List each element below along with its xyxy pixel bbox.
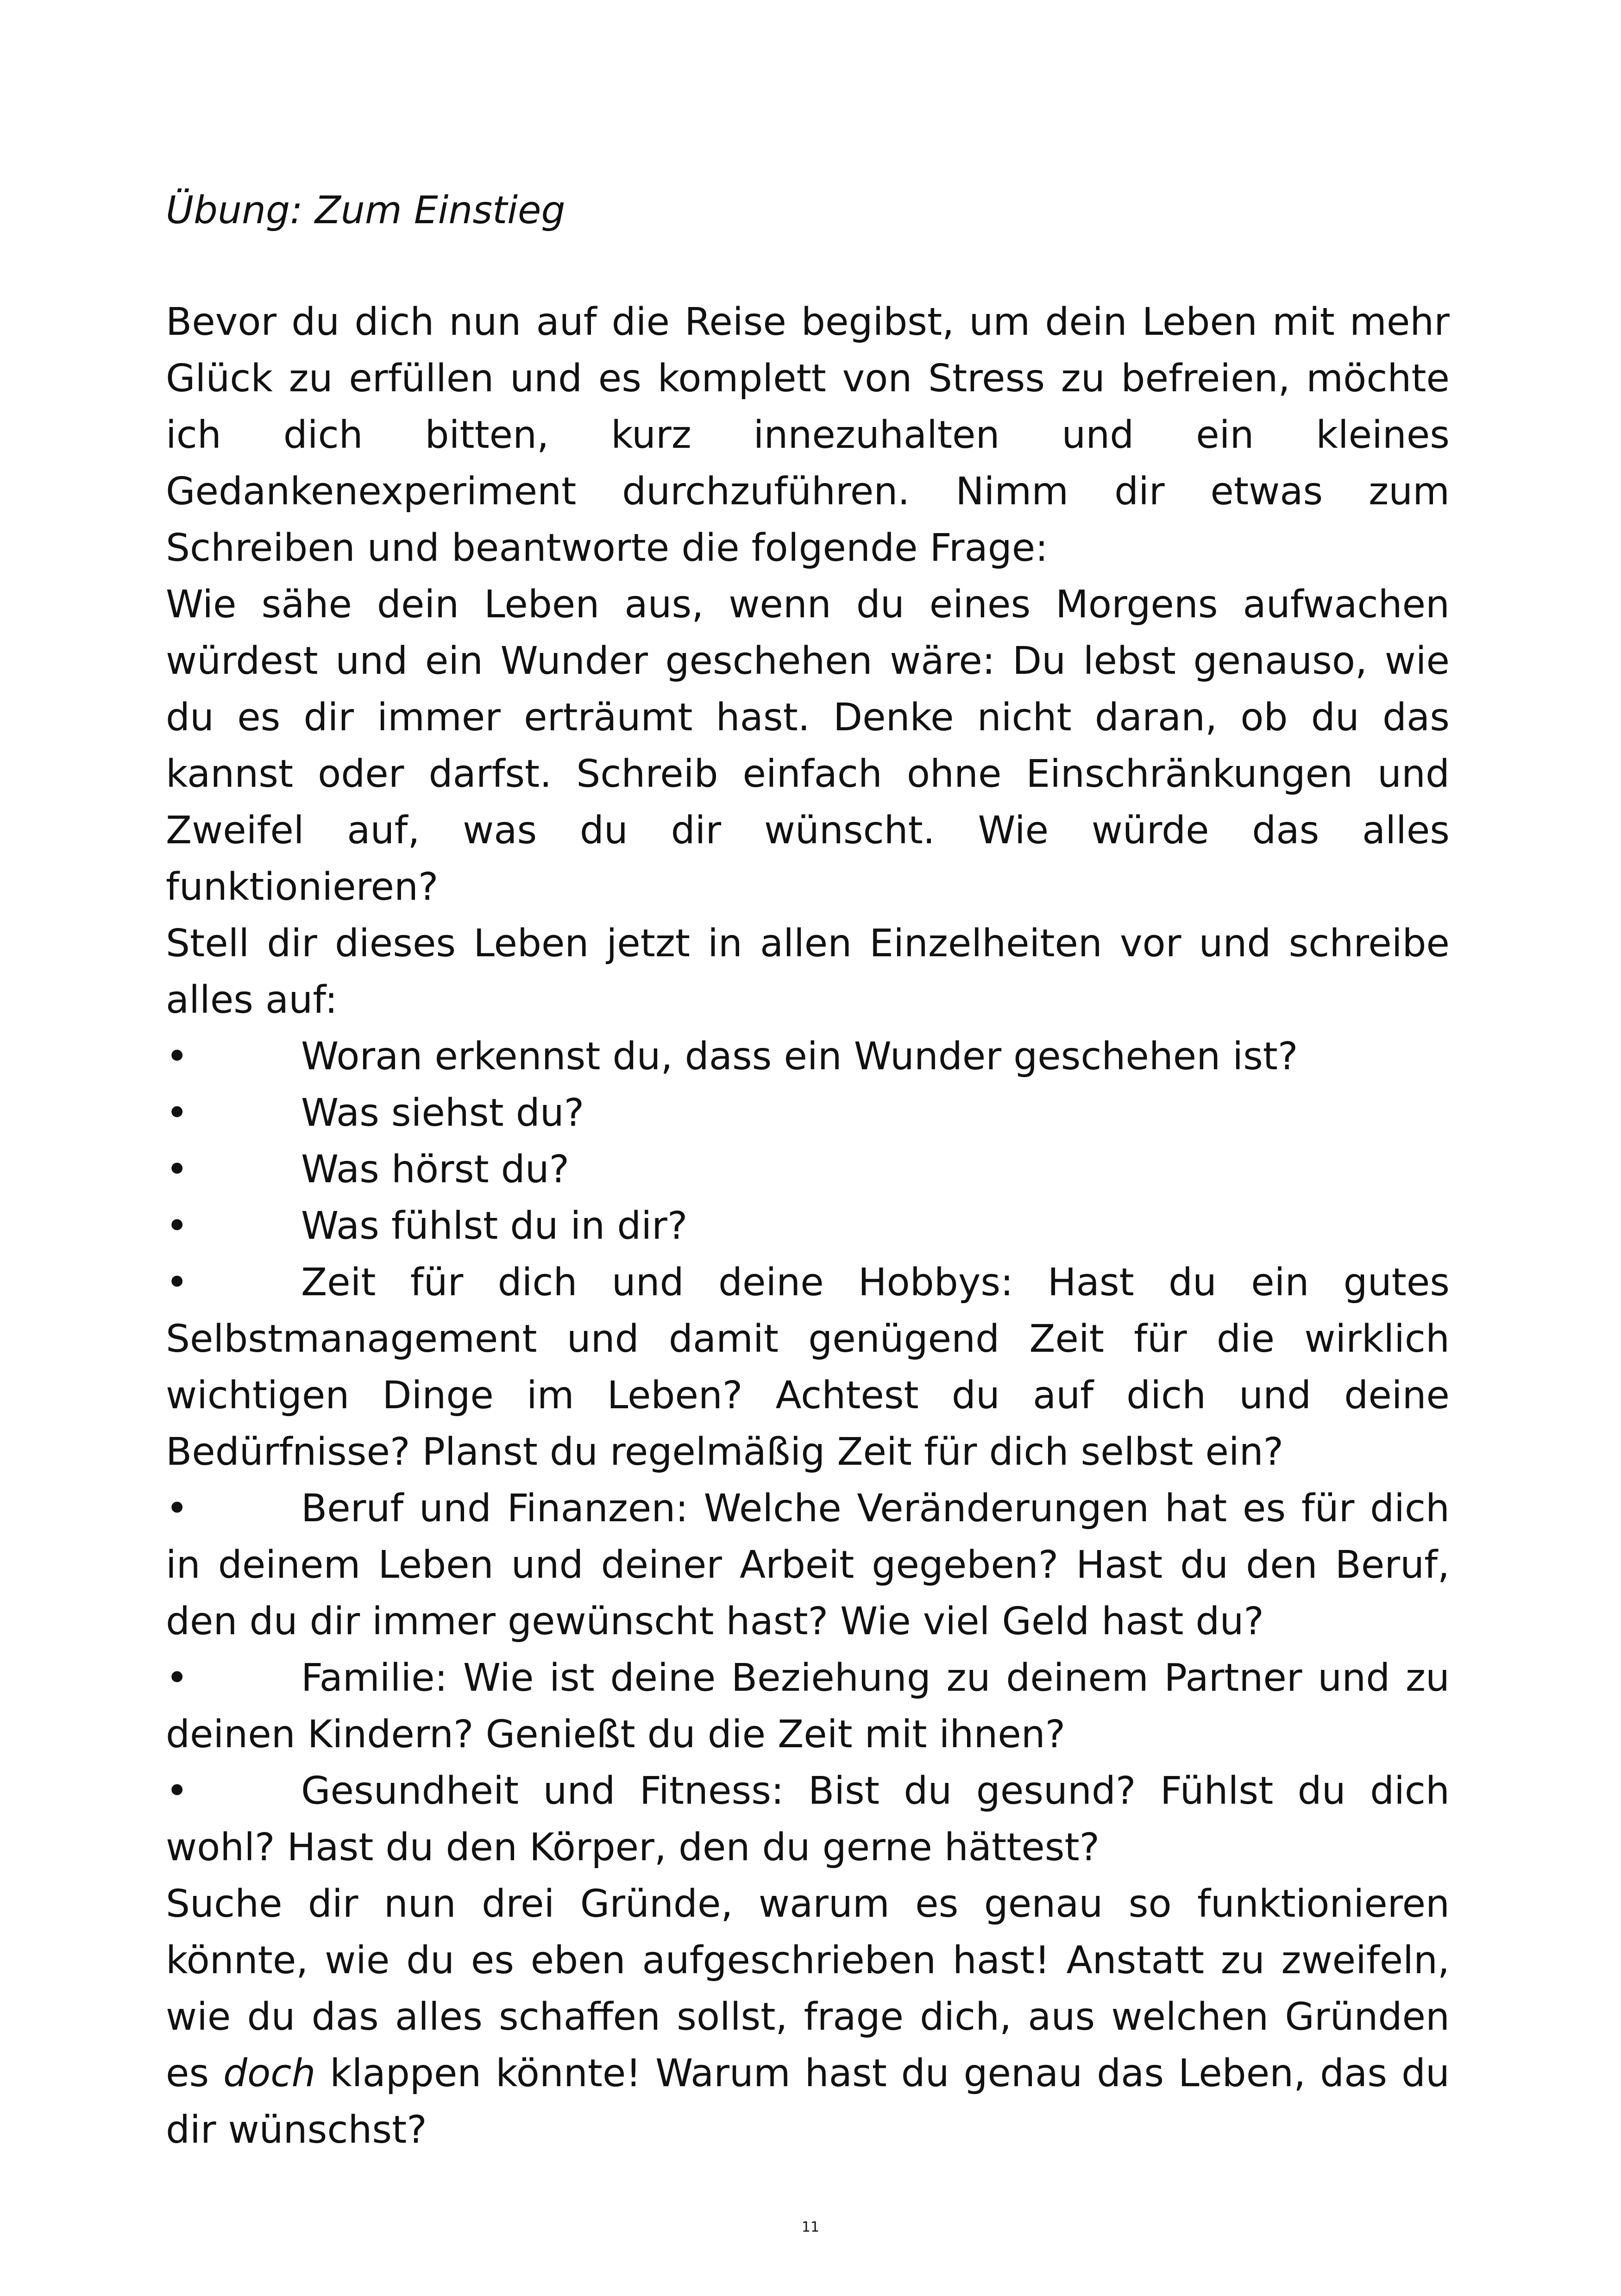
closing-emphasis: doch — [223, 2051, 316, 2095]
list-item-text: Woran erkennst du, dass ein Wunder geschehen ist? — [301, 1035, 1298, 1079]
list-item — [166, 1480, 1450, 1650]
list-item — [166, 1650, 1450, 1763]
exercise-heading: Übung: Zum Einstieg — [166, 188, 565, 232]
imagine-paragraph: Stell dir dieses Leben jetzt in allen Einzelheiten vor und schreibe alles auf: — [166, 922, 1450, 1022]
page-number: 11 — [801, 2219, 820, 2235]
list-item-text: Beruf und Finanzen: Welche Veränderungen hat es für dich in deinem Leben und deiner Arbeit gegeben? Hast du den Beruf, den du dir immer gewünscht hast? Wie viel Geld hast du? — [166, 1487, 1450, 1644]
bullet-icon: • — [166, 1656, 188, 1700]
list-item-text: Familie: Wie ist deine Beziehung zu deinem Partner und zu deinen Kindern? Genießt du die Zeit mit ihnen? — [166, 1656, 1450, 1757]
bullet-icon: • — [166, 1769, 188, 1813]
list-item — [166, 1198, 1450, 1255]
list-item — [166, 1142, 1450, 1198]
list-item — [166, 1029, 1450, 1085]
list-item — [166, 1255, 1450, 1480]
list-item-text: Was fühlst du in dir? — [301, 1204, 688, 1248]
list-item-text: Was siehst du? — [301, 1091, 584, 1135]
page-content — [166, 183, 1450, 2158]
list-item-text: Zeit für dich und deine Hobbys: Hast du ein gutes Selbstmanagement und damit genügend Zeit für die wirklich wichtigen Dinge im Leben? Achtest du auf dich und deine Bedürfnisse? Planst du regelmäßig Zeit für dich selbst ein? — [166, 1261, 1450, 1474]
bullet-icon: • — [166, 1091, 188, 1135]
bullet-icon: • — [166, 1035, 188, 1079]
list-item-text: Was hörst du? — [301, 1148, 570, 1192]
question-paragraph: Wie sähe dein Leben aus, wenn du eines Morgens aufwachen würdest und ein Wunder geschehen wäre: Du lebst genauso, wie du es dir immer erträumt hast. Denke nicht daran, ob du das kannst oder darfst. Schreib einfach ohne Einschränkungen und Zweifel auf, was du dir wünscht. Wie würde das alles funktionieren? — [166, 583, 1450, 909]
bullet-icon: • — [166, 1204, 188, 1248]
list-item-text: Gesundheit und Fitness: Bist du gesund? Fühlst du dich wohl? Hast du den Körper, den du gerne hättest? — [166, 1769, 1450, 1869]
list-item — [166, 1085, 1450, 1142]
list-item — [166, 1763, 1450, 1876]
closing-text-end: klappen könnte! Warum hast du genau das Leben, das du dir wünschst? — [166, 2051, 1450, 2152]
closing-text-start: Suche dir nun drei Gründe, warum es genau so funktionieren könnte, wie du es eben aufgeschrieben hast! Anstatt zu zweifeln, wie du das alles schaffen sollst, frage dich, aus welchen Gründen es — [166, 1882, 1450, 2095]
closing-paragraph — [166, 1876, 1450, 2158]
bullet-icon: • — [166, 1487, 188, 1531]
bullet-icon: • — [166, 1148, 188, 1192]
bullet-icon: • — [166, 1261, 188, 1305]
intro-paragraph: Bevor du dich nun auf die Reise begibst, um dein Leben mit mehr Glück zu erfüllen und es komplett von Stress zu befreien, möchte ich dich bitten, kurz innezuhalten und ein kleines Gedankenexperiment durchzuführen. Nimm dir etwas zum Schreiben und beantworte die folgende Frage: — [166, 300, 1450, 570]
